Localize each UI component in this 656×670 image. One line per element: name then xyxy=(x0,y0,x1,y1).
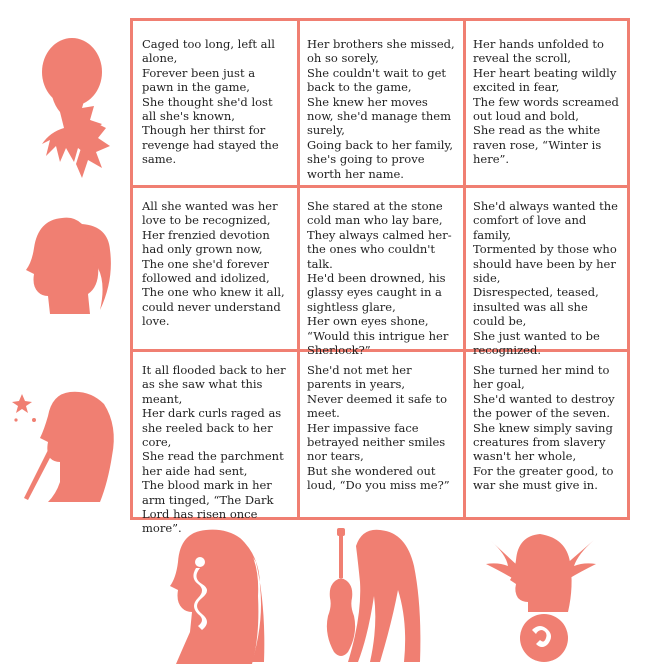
grid-divider xyxy=(297,21,300,517)
poem-cell: Her brothers she missed, oh so sorely, She couldn't wait to get back to the game, She knew her moves now, she'd manage them surely, Going back to her family, she's going to prove worth her name. xyxy=(307,37,455,181)
grid-divider xyxy=(133,185,627,188)
woman-wand-silhouette xyxy=(8,386,124,506)
poem-cell: Her hands unfolded to reveal the scroll, Her heart beating wildly excited in fear, The few words screamed out loud and bold, She read as the white raven rose, “Winter is here”. xyxy=(473,37,619,167)
poem-cell: It all flooded back to her as she saw what this meant, Her dark curls raged as she reeled back to her core, She read the parchment her aide had sent, The blood mark in her arm tinged, “The Dark Lord has risen once more”. xyxy=(142,363,286,536)
poem-grid xyxy=(130,18,630,536)
poem-cell: All she wanted was her love to be recognized, Her frenzied devotion had only grown now, The one she'd forever followed and idolized, The one who knew it all, could never understand love. xyxy=(142,199,285,329)
grid-divider xyxy=(463,21,466,517)
woman-dark-mark-silhouette xyxy=(156,526,266,666)
woman-violin-silhouette xyxy=(318,526,428,666)
poem-cell: She'd always wanted the comfort of love and family, Tormented by those who should have been by her side, Disrespected, teased, insulted was all she could be, She just wanted to be recognized. xyxy=(473,199,618,358)
poem-cell: She'd not met her parents in years, Never deemed it safe to meet. Her impassive face betrayed neither smiles nor tears, But she wondered out loud, “Do you miss me?” xyxy=(307,363,450,493)
poem-cell: She stared at the stone cold man who lay bare, They always calmed her- the ones who couldn't talk. He'd been drowned, his glassy eyes caught in a sightless glare, Her own eyes shone, “Would this intrigue her Sherlock?” xyxy=(307,199,452,358)
poem-cell: She turned her mind to her goal, She'd wanted to destroy the power of the seven. She knew simply saving creatures from slavery wasn't her whole, For the greater good, to war she must give in. xyxy=(473,363,615,493)
woman-dragon-silhouette xyxy=(482,526,602,666)
grid-divider xyxy=(133,349,627,352)
woman-ponytail-silhouette xyxy=(18,210,118,330)
woman-wolf-silhouette xyxy=(20,28,120,184)
poem-cell: Caged too long, left all alone, Forever been just a pawn in the game, She thought she'd lost all she's known, Though her thirst for revenge had stayed the same. xyxy=(142,37,279,167)
